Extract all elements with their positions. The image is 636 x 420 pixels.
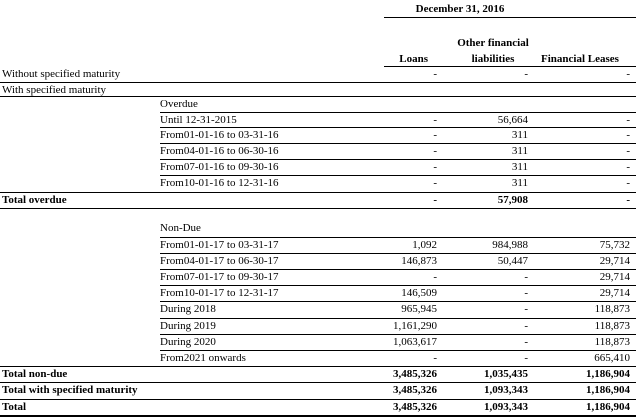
cell-loans: - [433,194,437,206]
row-label: From04-01-17 to 06-30-17 [160,255,279,267]
row-label: Non-Due [160,222,201,234]
row-rule [160,159,636,160]
cell-loans: - [433,161,437,173]
header-underline [384,66,636,67]
cell-other: 1,093,343 [484,384,528,396]
row-label: From2021 onwards [160,352,246,364]
cell-other: 57,908 [497,194,528,206]
cell-loans: - [433,114,437,126]
cell-loans: 146,509 [401,287,437,299]
cell-other: - [524,68,528,80]
row-rule [0,382,636,383]
cell-other: - [524,336,528,348]
row-rule [160,318,636,319]
cell-other: 56,664 [497,114,528,126]
cell-loans: 1,092 [412,239,437,251]
row-rule [0,96,636,97]
cell-loans: 1,063,617 [393,336,437,348]
period-underline [384,17,636,18]
cell-leases: 29,714 [599,255,630,267]
cell-leases: 29,714 [599,287,630,299]
row-label: Total overdue [2,194,67,206]
row-rule [160,285,636,286]
cell-leases: 29,714 [599,271,630,283]
row-label: During 2018 [160,303,216,315]
row-rule [160,127,636,128]
period-header: December 31, 2016 [415,3,505,15]
cell-leases: 118,873 [594,336,630,348]
cell-other: - [524,303,528,315]
row-label: Total [2,401,27,413]
row-label: During 2019 [160,320,216,332]
row-rule [160,237,636,238]
row-rule [0,82,636,83]
cell-other: 984,988 [492,239,528,251]
cell-leases: 118,873 [594,320,630,332]
row-rule [0,208,636,209]
cell-leases: 665,410 [594,352,630,364]
cell-other: 311 [511,161,528,173]
row-label: With specified maturity [2,84,107,96]
cell-loans: 1,161,290 [393,320,437,332]
cell-loans: - [433,68,437,80]
cell-other: 1,035,435 [484,368,528,380]
cell-leases: - [626,129,630,141]
row-rule [160,175,636,176]
row-label: From01-01-17 to 03-31-17 [160,239,279,251]
row-label: Total with specified maturity [2,384,138,396]
row-rule [160,253,636,254]
cell-loans: 965,945 [401,303,437,315]
row-label: From10-01-16 to 12-31-16 [160,177,279,189]
row-label: During 2020 [160,336,216,348]
col-header-other-line1: Other financial [457,37,529,49]
cell-leases: 1,186,904 [586,401,630,413]
cell-other: - [524,287,528,299]
cell-other: 311 [511,145,528,157]
row-rule [160,350,636,351]
col-header-leases: Financial Leases [541,53,619,65]
row-label: From07-01-17 to 09-30-17 [160,271,279,283]
cell-other: 50,447 [497,255,528,267]
cell-loans: - [433,129,437,141]
row-label: Without specified maturity [2,68,121,80]
cell-other: 311 [511,177,528,189]
row-label: From10-01-17 to 12-31-17 [160,287,279,299]
row-rule [160,112,636,113]
row-label: Total non-due [2,368,68,380]
row-rule [160,334,636,335]
col-header-other-line2: liabilities [471,53,515,65]
cell-leases: 1,186,904 [586,384,630,396]
cell-leases: - [626,145,630,157]
row-rule [160,301,636,302]
total-double-rule [0,415,636,417]
cell-leases: - [626,194,630,206]
cell-loans: - [433,352,437,364]
cell-loans: - [433,271,437,283]
row-rule [160,269,636,270]
cell-leases: - [626,68,630,80]
row-rule [0,399,636,400]
row-label: From01-01-16 to 03-31-16 [160,129,279,141]
row-rule [160,143,636,144]
cell-loans: 3,485,326 [393,368,437,380]
row-label: Overdue [160,98,198,110]
col-header-loans: Loans [399,53,428,65]
cell-loans: 3,485,326 [393,384,437,396]
row-label: From04-01-16 to 06-30-16 [160,145,279,157]
cell-leases: - [626,161,630,173]
cell-other: - [524,320,528,332]
cell-leases: - [626,114,630,126]
cell-leases: 1,186,904 [586,368,630,380]
row-rule [0,366,636,367]
cell-loans: - [433,145,437,157]
cell-leases: - [626,177,630,189]
cell-leases: 75,732 [599,239,630,251]
cell-other: - [524,271,528,283]
row-label: From07-01-16 to 09-30-16 [160,161,279,173]
row-rule [0,192,636,193]
cell-other: 311 [511,129,528,141]
cell-other: 1,093,343 [484,401,528,413]
cell-leases: 118,873 [594,303,630,315]
cell-loans: 3,485,326 [393,401,437,413]
cell-other: - [524,352,528,364]
row-label: Until 12-31-2015 [160,114,237,126]
cell-loans: - [433,177,437,189]
cell-loans: 146,873 [401,255,437,267]
